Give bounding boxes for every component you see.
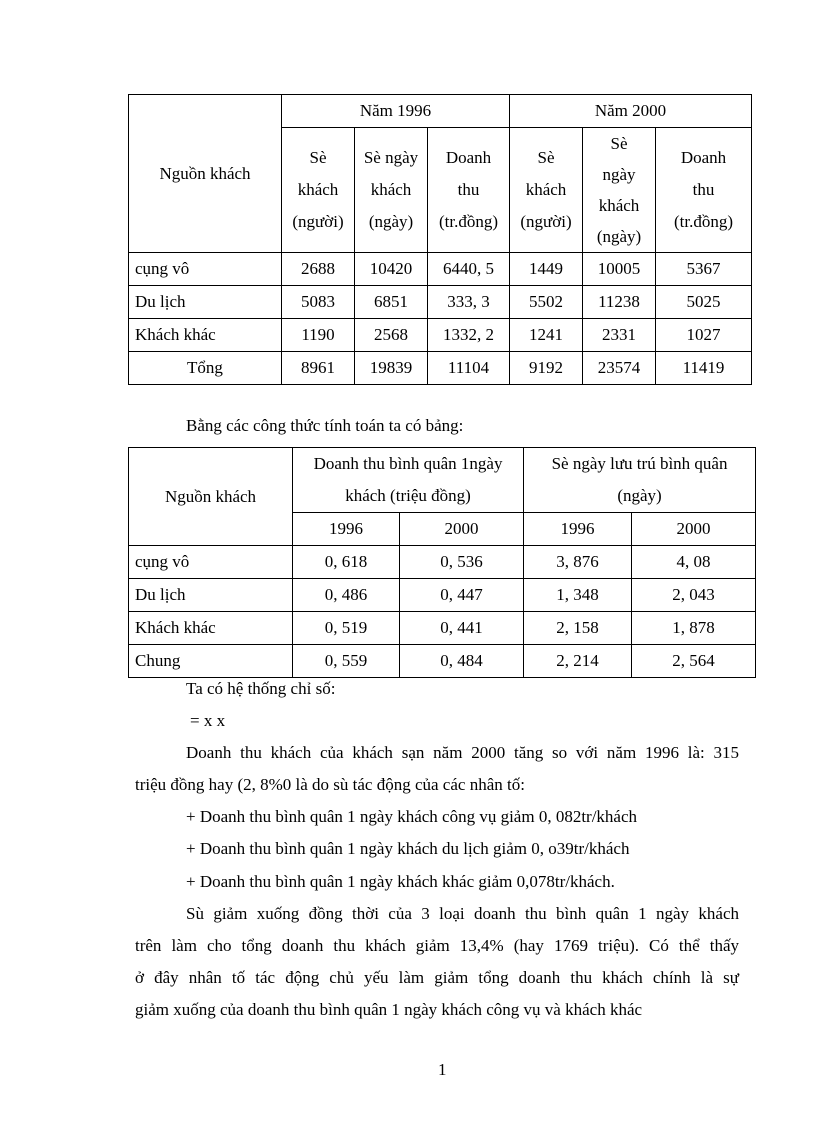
col-revenue-1996: Doanh thu (tr.đồng) xyxy=(428,128,510,253)
col-days-2000: Sè ngày khách (ngày) xyxy=(583,128,656,253)
year-cell: 1996 xyxy=(524,513,632,546)
year-1996-header: Năm 1996 xyxy=(282,95,510,128)
paragraph-line: Doanh thu khách của khách sạn năm 2000 tăng so với năm 1996 là: 315 xyxy=(186,743,739,762)
paragraph-line: Sù giảm xuống đồng thời của 3 loại doanh thu bình quân 1 ngày khách xyxy=(186,904,739,923)
paragraph-line: giảm xuống của doanh thu bình quân 1 ngày khách công vụ và khách khác xyxy=(135,1000,643,1019)
avg-revenue-header: Doanh thu bình quân 1ngày khách (triệu đồng) xyxy=(293,448,524,513)
table-row: Du lịch 0, 486 0, 447 1, 348 2, 043 xyxy=(129,579,756,612)
col-guests-1996: Sè khách (người) xyxy=(282,128,355,253)
year-cell: 1996 xyxy=(293,513,400,546)
source-header-2: Nguồn khách xyxy=(129,448,293,546)
table-row: cụng vô 0, 618 0, 536 3, 876 4, 08 xyxy=(129,546,756,579)
table-row: Khách khác 0, 519 0, 441 2, 158 1, 878 xyxy=(129,612,756,645)
year-cell: 2000 xyxy=(632,513,756,546)
col-revenue-2000: Doanh thu (tr.đồng) xyxy=(656,128,752,253)
table-averages xyxy=(128,447,756,678)
table-row: Du lịch 5083 6851 333, 3 5502 11238 5025 xyxy=(129,286,752,319)
year-cell: 2000 xyxy=(400,513,524,546)
formula: = x x xyxy=(190,711,226,730)
year-2000-header: Năm 2000 xyxy=(510,95,752,128)
bullet-item: + Doanh thu bình quân 1 ngày khách công vụ giảm 0, 082tr/khách xyxy=(186,807,638,826)
col-days-1996: Sè ngày khách (ngày) xyxy=(355,128,428,253)
table-row-total: Tổng 8961 19839 11104 9192 23574 11419 xyxy=(129,352,752,385)
bullet-item: + Doanh thu bình quân 1 ngày khách khác giảm 0,078tr/khách. xyxy=(186,872,615,891)
table-row: cụng vô 2688 10420 6440, 5 1449 10005 5367 xyxy=(129,253,752,286)
avg-days-header: Sè ngày lưu trú bình quân (ngày) xyxy=(524,448,756,513)
table-row: Chung 0, 559 0, 484 2, 214 2, 564 xyxy=(129,645,756,678)
text-index-system: Ta có hệ thống chỉ số: xyxy=(186,679,336,698)
table-row: Khách khác 1190 2568 1332, 2 1241 2331 1027 xyxy=(129,319,752,352)
col-guests-2000: Sè khách (người) xyxy=(510,128,583,253)
paragraph-line: trên làm cho tổng doanh thu khách giảm 13,4% (hay 1769 triệu). Có thể thấy xyxy=(135,936,739,955)
paragraph-line: ở đây nhân tố tác động chủ yếu làm giảm tổng doanh thu khách chính là sự xyxy=(135,968,739,987)
source-header: Nguồn khách xyxy=(129,95,282,253)
paragraph-line: triệu đồng hay (2, 8%0 là do sù tác động của các nhân tố: xyxy=(135,775,525,794)
page-number: 1 xyxy=(438,1060,447,1079)
intro-text: Bằng các công thức tính toán ta có bảng: xyxy=(186,416,464,435)
bullet-item: + Doanh thu bình quân 1 ngày khách du lịch giảm 0, o39tr/khách xyxy=(186,839,630,858)
table-visitor-stats xyxy=(128,94,752,385)
